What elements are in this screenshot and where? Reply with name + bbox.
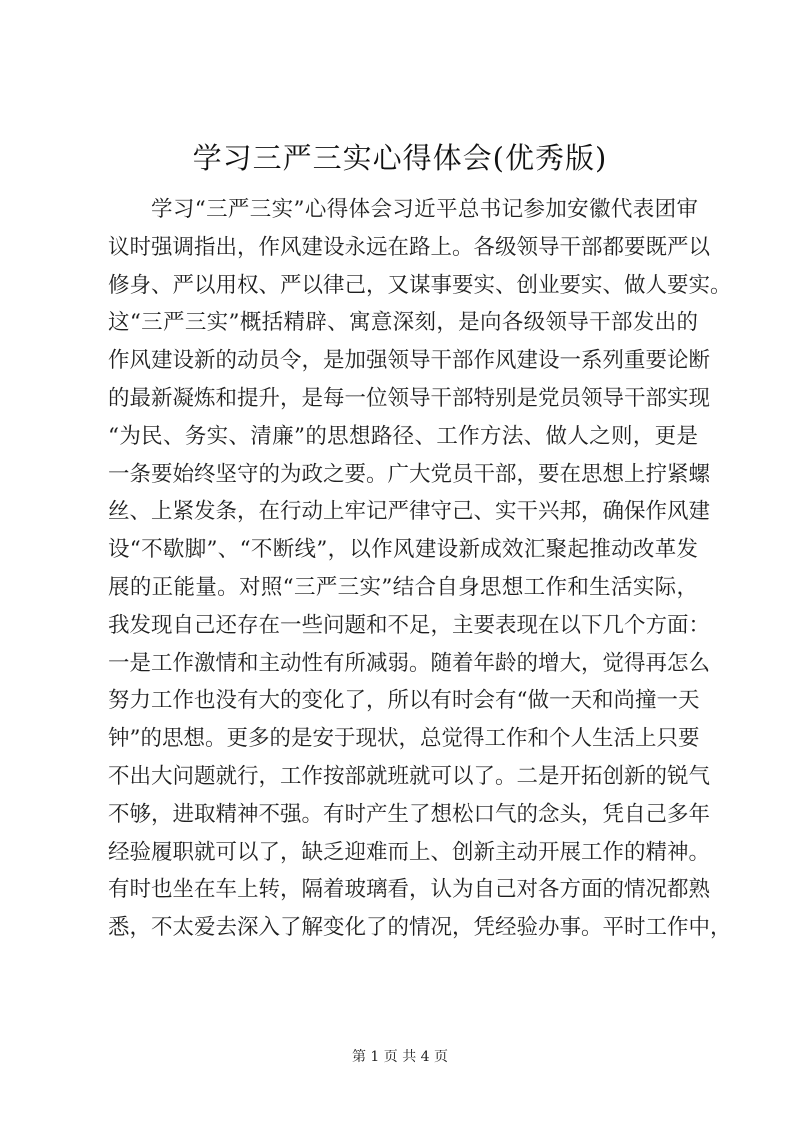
body-line: 展的正能量。对照“三严三实”结合自身思想工作和生活实际， — [108, 574, 698, 600]
body-line: 议时强调指出，作风建设永远在路上。各级领导干部都要既严以 — [108, 234, 711, 260]
body-line: 修身、严以用权、严以律己，又谋事要实、创业要实、做人要实。 — [108, 272, 732, 298]
body-line: 钟”的思想。更多的是安于现状，总觉得工作和个人生活上只要 — [108, 726, 700, 752]
body-line: 经验履职就可以了，缺乏迎难而上、创新主动开展工作的精神。 — [108, 839, 711, 865]
body-line: 这“三严三实”概括精辟、寓意深刻，是向各级领导干部发出的 — [108, 310, 698, 336]
body-line: 一条要始终坚守的为政之要。广大党员干部，要在思想上拧紧螺 — [108, 461, 711, 487]
body-line: 的最新凝炼和提升，是每一位领导干部特别是党员领导干部实现 — [108, 385, 711, 411]
body-line: 设“不歇脚”、“不断线”，以作风建设新成效汇聚起推动改革发 — [108, 537, 698, 563]
body-line: 学习“三严三实”心得体会习近平总书记参加安徽代表团审 — [151, 197, 698, 222]
body-line: 有时也坐在车上转，隔着玻璃看，认为自己对各方面的情况都熟 — [108, 877, 711, 903]
page-number-footer: 第 1 页 共 4 页 — [351, 1049, 449, 1065]
body-line: 悉，不太爱去深入了解变化了的情况，凭经验办事。平时工作中， — [108, 915, 732, 941]
document-body — [108, 191, 732, 947]
body-line: 不出大问题就行，工作按部就班就可以了。二是开拓创新的锐气 — [108, 763, 711, 789]
body-line: 一是工作激情和主动性有所减弱。随着年龄的增大，觉得再怎么 — [108, 650, 711, 676]
body-line: 努力工作也没有大的变化了，所以有时会有“做一天和尚撞一天 — [108, 688, 700, 714]
document-title: 学习三严三实心得体会(优秀版) — [192, 141, 608, 175]
body-line: 作风建设新的动员令，是加强领导干部作风建设一系列重要论断 — [108, 348, 711, 374]
body-line: “为民、务实、清廉”的思想路径、工作方法、做人之则，更是 — [108, 423, 698, 449]
body-line: 丝、上紧发条，在行动上牢记严律守己、实干兴邦，确保作风建 — [108, 499, 711, 525]
body-line: 不够，进取精神不强。有时产生了想松口气的念头，凭自己多年 — [108, 801, 711, 827]
body-line: 我发现自己还存在一些问题和不足，主要表现在以下几个方面： — [108, 612, 711, 638]
